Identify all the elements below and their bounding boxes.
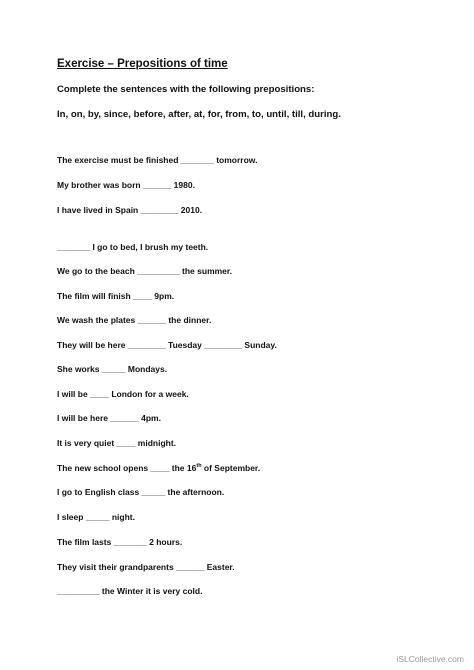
sentence-text: They visit their grandparents ______ Easter. <box>57 562 235 572</box>
sentence-10 <box>57 389 189 399</box>
worksheet-title: Exercise – Prepositions of time <box>57 58 228 70</box>
sentence-3 <box>57 205 202 215</box>
sentence-7 <box>57 315 211 325</box>
watermark: iSLCollective.com <box>396 654 464 664</box>
sentence-4 <box>57 242 208 252</box>
sentence-text: They will be here ________ Tuesday ________ Sunday. <box>57 340 277 350</box>
sentence-text: I have lived in Spain ________ 2010. <box>57 205 203 215</box>
sentence-1 <box>57 155 257 165</box>
sentence-text: It is very quiet ____ midnight. <box>57 438 177 448</box>
sentence-16 <box>57 537 182 547</box>
sentence-17 <box>57 562 235 572</box>
sentence-text: We wash the plates ______ the dinner. <box>57 315 212 325</box>
sentence-text: The film lasts _______ 2 hours. <box>57 537 183 547</box>
sentence-5 <box>57 266 232 276</box>
preposition-list: In, on, by, since, before, after, at, for, from, to, until, till, during. <box>57 109 341 120</box>
sentence-text: My brother was born ______ 1980. <box>57 180 195 190</box>
sentence-14 <box>57 487 224 497</box>
sentence-text: I will be ____ London for a week. <box>57 389 189 399</box>
instruction-text: Complete the sentences with the following prepositions: <box>57 84 315 95</box>
sentence-6 <box>57 291 174 301</box>
sentence-text-end: of September. <box>201 463 261 473</box>
sentence-text: The exercise must be finished _______ tomorrow. <box>57 155 258 165</box>
sentence-text: I go to English class _____ the afternoon. <box>57 487 225 497</box>
sentence-8 <box>57 340 277 350</box>
sentence-text: I sleep _____ night. <box>57 512 135 522</box>
sentence-text: The film will finish ____ 9pm. <box>57 291 175 301</box>
sentence-18 <box>57 586 202 596</box>
sentence-2 <box>57 180 195 190</box>
sentence-text: We go to the beach _________ the summer. <box>57 266 233 276</box>
sentence-text: The new school opens ____ the 16 <box>57 463 197 473</box>
sentence-text: _______ I go to bed, I brush my teeth. <box>57 242 209 252</box>
sentence-text: _________ the Winter it is very cold. <box>57 586 203 596</box>
sentence-text: She works _____ Mondays. <box>57 364 168 374</box>
sentence-13 <box>57 463 260 473</box>
sentence-15 <box>57 512 135 522</box>
sentence-text: I will be here ______ 4pm. <box>57 413 161 423</box>
sentence-11 <box>57 413 161 423</box>
sentence-12 <box>57 438 176 448</box>
sentence-9 <box>57 364 167 374</box>
ordinal-suffix: th <box>196 463 202 470</box>
